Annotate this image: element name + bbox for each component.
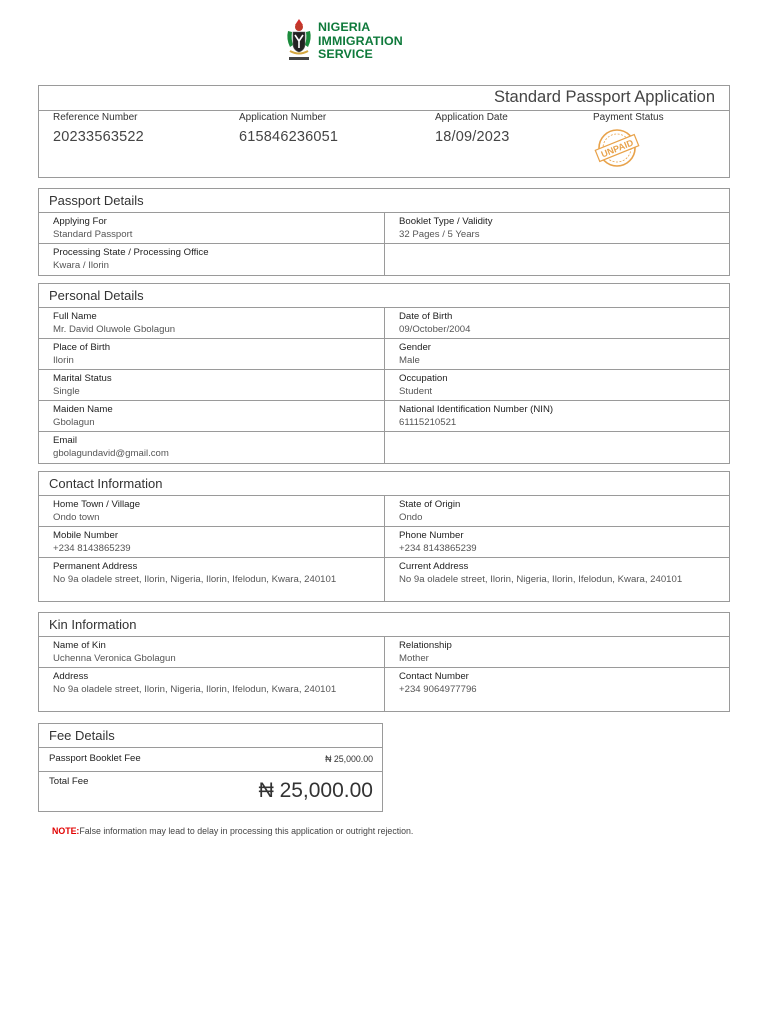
detail-row — [39, 558, 729, 601]
agency-name-line3: SERVICE — [318, 47, 373, 61]
booklet-fee-amount: ₦ 25,000.00 — [325, 754, 373, 764]
email — [39, 432, 384, 463]
permanent-address — [39, 558, 384, 601]
field-value: 09/October/2004 — [399, 324, 471, 335]
reference-number-value: 20233563522 — [53, 129, 144, 145]
field-label: Email — [53, 435, 77, 446]
detail-row — [39, 401, 729, 432]
coat-of-arms-icon — [284, 17, 314, 63]
field-value: +234 8143865239 — [53, 543, 131, 554]
processing-state — [39, 244, 384, 275]
application-summary — [38, 85, 730, 178]
maiden-name — [39, 401, 384, 431]
detail-row — [39, 213, 729, 244]
field-value: gbolagundavid@gmail.com — [53, 448, 169, 459]
divider — [39, 110, 729, 111]
reference-number-label: Reference Number — [53, 112, 138, 123]
field-label: Contact Number — [399, 671, 469, 682]
application-number — [239, 112, 338, 145]
empty-cell — [384, 244, 729, 275]
application-date-label: Application Date — [435, 112, 508, 123]
field-label: Relationship — [399, 640, 452, 651]
disclaimer-note — [52, 826, 413, 836]
full-name — [39, 308, 384, 338]
detail-row — [39, 339, 729, 370]
field-value: Mother — [399, 653, 429, 664]
personal-details-section — [38, 283, 730, 464]
field-value: 32 Pages / 5 Years — [399, 229, 480, 240]
detail-row — [39, 370, 729, 401]
agency-name-line2: IMMIGRATION — [318, 33, 403, 48]
contact-information-section — [38, 471, 730, 602]
field-label: Address — [53, 671, 89, 682]
relationship — [384, 637, 729, 667]
detail-row — [39, 496, 729, 527]
detail-row — [39, 637, 729, 668]
field-label: Full Name — [53, 311, 97, 322]
booklet-fee-row — [39, 748, 382, 772]
reference-number — [53, 112, 144, 145]
field-value: +234 9064977796 — [399, 684, 477, 695]
field-label: Processing State / Processing Office — [53, 247, 209, 258]
field-value: Mr. David Oluwole Gbolagun — [53, 324, 176, 335]
application-number-label: Application Number — [239, 112, 327, 123]
kin-information-section — [38, 612, 730, 712]
field-label: Name of Kin — [53, 640, 106, 651]
field-label: Mobile Number — [53, 530, 119, 541]
mobile-number — [39, 527, 384, 557]
detail-row — [39, 308, 729, 339]
field-value: 61115210521 — [399, 417, 457, 428]
application-date — [435, 112, 510, 145]
name-of-kin — [39, 637, 384, 667]
detail-row — [39, 527, 729, 558]
phone-number — [384, 527, 729, 557]
empty-cell — [384, 432, 729, 463]
field-value: Ondo — [399, 512, 423, 523]
application-number-value: 615846236051 — [239, 129, 339, 145]
field-value: No 9a oladele street, Ilorin, Nigeria, Ilorin, Ifelodun, Kwara, 240101 — [53, 574, 337, 585]
kin-address — [39, 668, 384, 711]
field-label: Permanent Address — [53, 561, 138, 572]
field-label: Applying For — [53, 216, 107, 227]
field-value: Gbolagun — [53, 417, 95, 428]
field-label: Marital Status — [53, 373, 112, 384]
section-title: Fee Details — [39, 724, 382, 748]
field-label: Booklet Type / Validity — [399, 216, 493, 227]
payment-status — [593, 112, 664, 123]
applying-for — [39, 213, 384, 243]
section-title: Personal Details — [39, 284, 729, 308]
current-address — [384, 558, 729, 601]
agency-name — [318, 21, 403, 62]
field-value: Male — [399, 355, 420, 366]
detail-row — [39, 432, 729, 463]
field-value: No 9a oladele street, Ilorin, Nigeria, Ilorin, Ifelodun, Kwara, 240101 — [53, 684, 337, 695]
field-value: Kwara / Ilorin — [53, 260, 109, 271]
field-value: Student — [399, 386, 433, 397]
field-value: No 9a oladele street, Ilorin, Nigeria, Ilorin, Ifelodun, Kwara, 240101 — [399, 574, 683, 585]
detail-row — [39, 244, 729, 275]
field-label: Phone Number — [399, 530, 464, 541]
field-label: National Identification Number (NIN) — [399, 404, 554, 415]
unpaid-stamp — [594, 128, 640, 168]
agency-header — [284, 17, 424, 65]
payment-status-label: Payment Status — [593, 112, 664, 123]
field-value: +234 8143865239 — [399, 543, 477, 554]
agency-name-line1: NIGERIA — [318, 20, 371, 34]
unpaid-stamp-text: UNPAID — [599, 137, 635, 160]
field-value: Ondo town — [53, 512, 100, 523]
application-title: Standard Passport Application — [493, 88, 715, 106]
place-of-birth — [39, 339, 384, 369]
kin-contact-number — [384, 668, 729, 711]
section-title: Contact Information — [39, 472, 729, 496]
date-of-birth — [384, 308, 729, 338]
application-date-value: 18/09/2023 — [435, 129, 510, 145]
field-value: Standard Passport — [53, 229, 133, 240]
marital-status — [39, 370, 384, 400]
state-of-origin — [384, 496, 729, 526]
field-label: Occupation — [399, 373, 448, 384]
total-fee-amount: ₦ 25,000.00 — [258, 779, 373, 802]
note-prefix: NOTE: — [52, 826, 80, 836]
field-label: Maiden Name — [53, 404, 113, 415]
fee-details-section — [38, 723, 383, 812]
note-text: False information may lead to delay in processing this application or outright rejection. — [79, 826, 414, 836]
booklet-fee-label: Passport Booklet Fee — [49, 753, 141, 764]
field-label: Current Address — [399, 561, 469, 572]
passport-details-section — [38, 188, 730, 276]
field-label: Gender — [399, 342, 431, 353]
occupation — [384, 370, 729, 400]
field-label: Place of Birth — [53, 342, 111, 353]
field-label: State of Origin — [399, 499, 461, 510]
field-value: Uchenna Veronica Gbolagun — [53, 653, 176, 664]
total-fee-label: Total Fee — [49, 776, 89, 787]
field-value: Ilorin — [53, 355, 74, 366]
booklet-type — [384, 213, 729, 243]
section-title: Kin Information — [39, 613, 729, 637]
field-label: Date of Birth — [399, 311, 453, 322]
total-fee-row — [39, 772, 382, 811]
field-value: Single — [53, 386, 80, 397]
nin — [384, 401, 729, 431]
section-title: Passport Details — [39, 189, 729, 213]
home-town — [39, 496, 384, 526]
field-label: Home Town / Village — [53, 499, 141, 510]
detail-row — [39, 668, 729, 711]
gender — [384, 339, 729, 369]
